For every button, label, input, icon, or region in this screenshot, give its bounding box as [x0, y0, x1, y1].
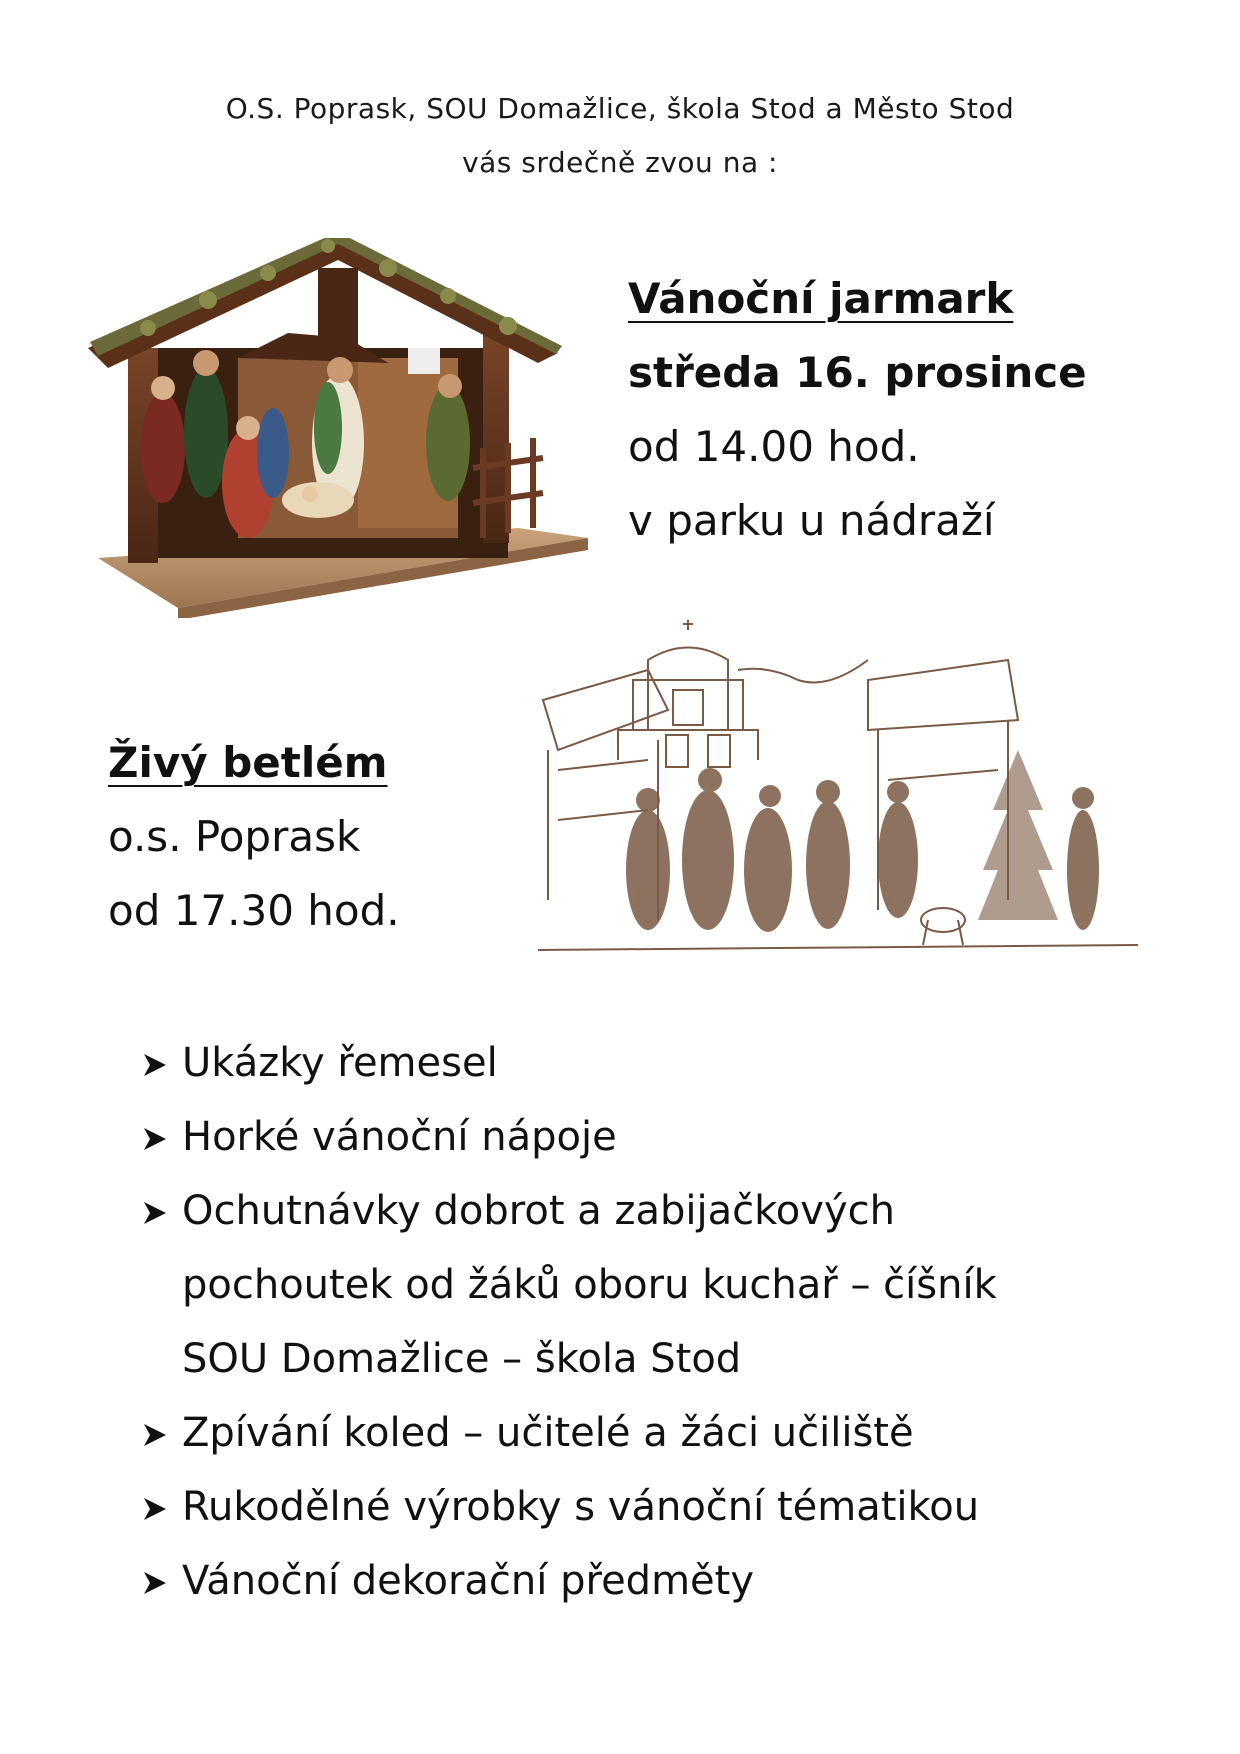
arrowhead-bullet-icon	[140, 1568, 170, 1598]
market-title: Vánoční jarmark	[628, 274, 1014, 323]
feature-text: Rukodělné výrobky s vánoční tématikou	[182, 1484, 980, 1530]
feature-text-continued: SOU Domažlice – škola Stod	[182, 1336, 742, 1382]
arrowhead-bullet-icon	[140, 1420, 170, 1450]
market-time: od 14.00 hod.	[628, 422, 920, 471]
invite-line-1: O.S. Poprask, SOU Domažlice, škola Stod a Město Stod	[225, 92, 1015, 125]
feature-text: Vánoční dekorační předměty	[182, 1558, 754, 1604]
arrowhead-bullet-icon	[140, 1494, 170, 1524]
feature-text: Ochutnávky dobrot a zabijačkových	[182, 1188, 895, 1234]
arrowhead-bullet-icon	[140, 1124, 170, 1154]
feature-text: Horké vánoční nápoje	[182, 1114, 617, 1160]
nativity-time: od 17.30 hod.	[108, 886, 400, 935]
invite-line-2: vás srdečně zvou na :	[462, 146, 778, 179]
feature-text-continued: pochoutek od žáků oboru kuchař – číšník	[182, 1262, 997, 1308]
feature-text: Zpívání koled – učitelé a žáci učiliště	[182, 1410, 914, 1456]
market-date: středa 16. prosince	[628, 348, 1087, 397]
nativity-organizer: o.s. Poprask	[108, 812, 361, 861]
arrowhead-bullet-icon	[140, 1198, 170, 1228]
market-place: v parku u nádraží	[628, 496, 995, 545]
feature-text: Ukázky řemesel	[182, 1040, 498, 1086]
nativity-title: Živý betlém	[108, 738, 388, 787]
arrowhead-bullet-icon	[140, 1050, 170, 1080]
christmas-market-sketch-image	[538, 620, 1138, 990]
nativity-scene-image	[88, 238, 588, 618]
